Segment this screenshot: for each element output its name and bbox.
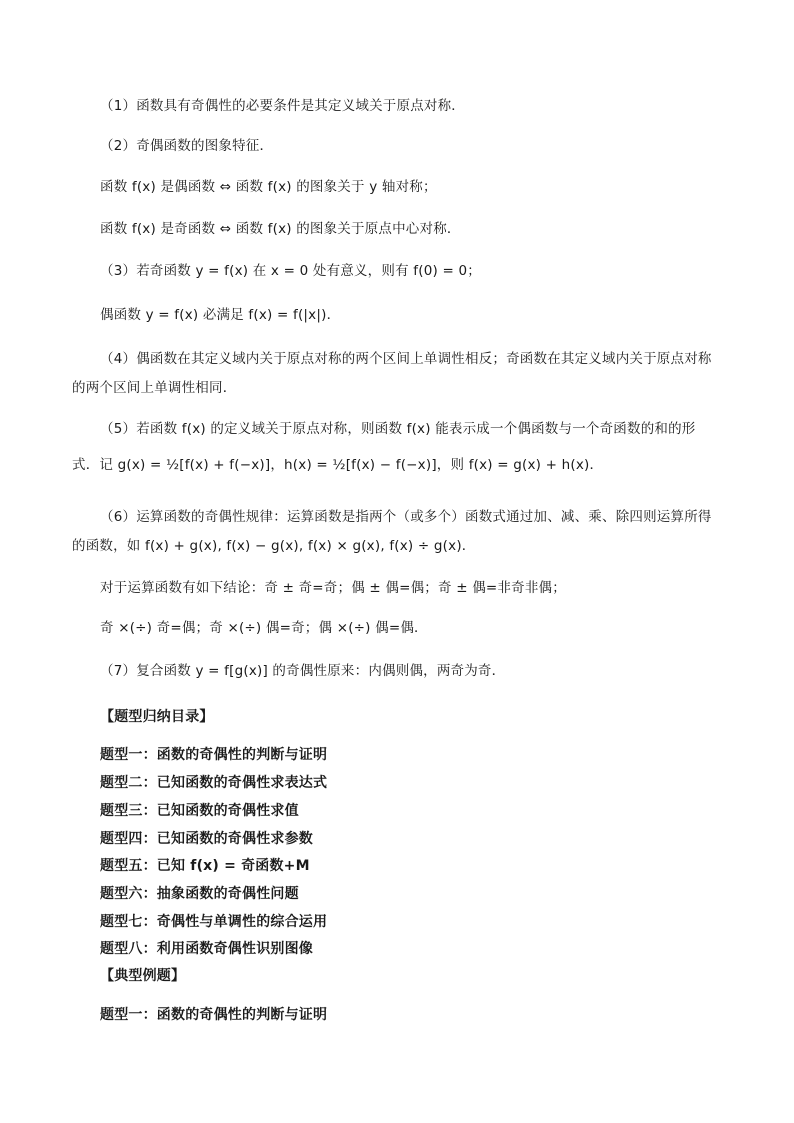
property-5-line-1: （5）若函数 f(x) 的定义域关于原点对称，则函数 f(x) 能表示成一个偶函数与一个奇函数的和的形 <box>100 421 696 437</box>
even-function-graph: 函数 f(x) 是偶函数 ⇔ 函数 f(x) 的图象关于 y 轴对称； <box>100 179 437 195</box>
property-6-line-2: 的函数，如 f(x) + g(x), f(x) − g(x), f(x) × g(x), f(x) ÷ g(x)． <box>72 538 476 554</box>
examples-first-type: 题型一：函数的奇偶性的判断与证明 <box>100 1007 328 1023</box>
catalog-item-1: 题型一：函数的奇偶性的判断与证明 <box>100 747 328 763</box>
catalog-heading: 【题型归纳目录】 <box>100 709 214 725</box>
property-3: （3）若奇函数 y = f(x) 在 x = 0 处有意义，则有 f(0) = 0； <box>100 263 481 279</box>
catalog-item-2: 题型二：已知函数的奇偶性求表达式 <box>100 775 328 791</box>
property-6-line-1: （6）运算函数的奇偶性规律：运算函数是指两个（或多个）函数式通过加、减、乘、除四则运算所得 <box>100 509 712 525</box>
examples-heading: 【典型例题】 <box>100 968 186 984</box>
catalog-item-4: 题型四：已知函数的奇偶性求参数 <box>100 831 313 847</box>
operation-rules-product: 奇 ×(÷) 奇=偶；奇 ×(÷) 偶=奇；偶 ×(÷) 偶=偶． <box>100 620 428 636</box>
property-4-line-2: 的两个区间上单调性相同． <box>72 380 237 396</box>
catalog-item-8: 题型八：利用函数奇偶性识别图像 <box>100 941 313 957</box>
property-4-line-1: （4）偶函数在其定义域内关于原点对称的两个区间上单调性相反；奇函数在其定义域内关于原点对称 <box>100 351 712 367</box>
catalog-item-6: 题型六：抽象函数的奇偶性问题 <box>100 886 299 902</box>
operation-rules-sum: 对于运算函数有如下结论：奇 ± 奇=奇；偶 ± 偶=偶；奇 ± 偶=非奇非偶； <box>100 580 566 596</box>
property-7: （7）复合函数 y = f[g(x)] 的奇偶性原来：内偶则偶，两奇为奇． <box>100 663 506 679</box>
odd-function-graph: 函数 f(x) 是奇函数 ⇔ 函数 f(x) 的图象关于原点中心对称． <box>100 221 461 237</box>
property-2: （2）奇偶函数的图象特征． <box>100 138 274 154</box>
catalog-item-3: 题型三：已知函数的奇偶性求值 <box>100 803 299 819</box>
catalog-item-5: 题型五：已知 f(x) = 奇函数+M <box>100 858 310 874</box>
catalog-item-7: 题型七：奇偶性与单调性的综合运用 <box>100 914 328 930</box>
property-1: （1）函数具有奇偶性的必要条件是其定义域关于原点对称． <box>100 98 465 114</box>
even-function-condition: 偶函数 y = f(x) 必满足 f(x) = f(|x|)． <box>100 307 341 323</box>
property-5-line-2: 式．记 g(x) = ½[f(x) + f(−x)]，h(x) = ½[f(x) − f(−x)]，则 f(x) = g(x) + h(x)． <box>72 457 604 473</box>
